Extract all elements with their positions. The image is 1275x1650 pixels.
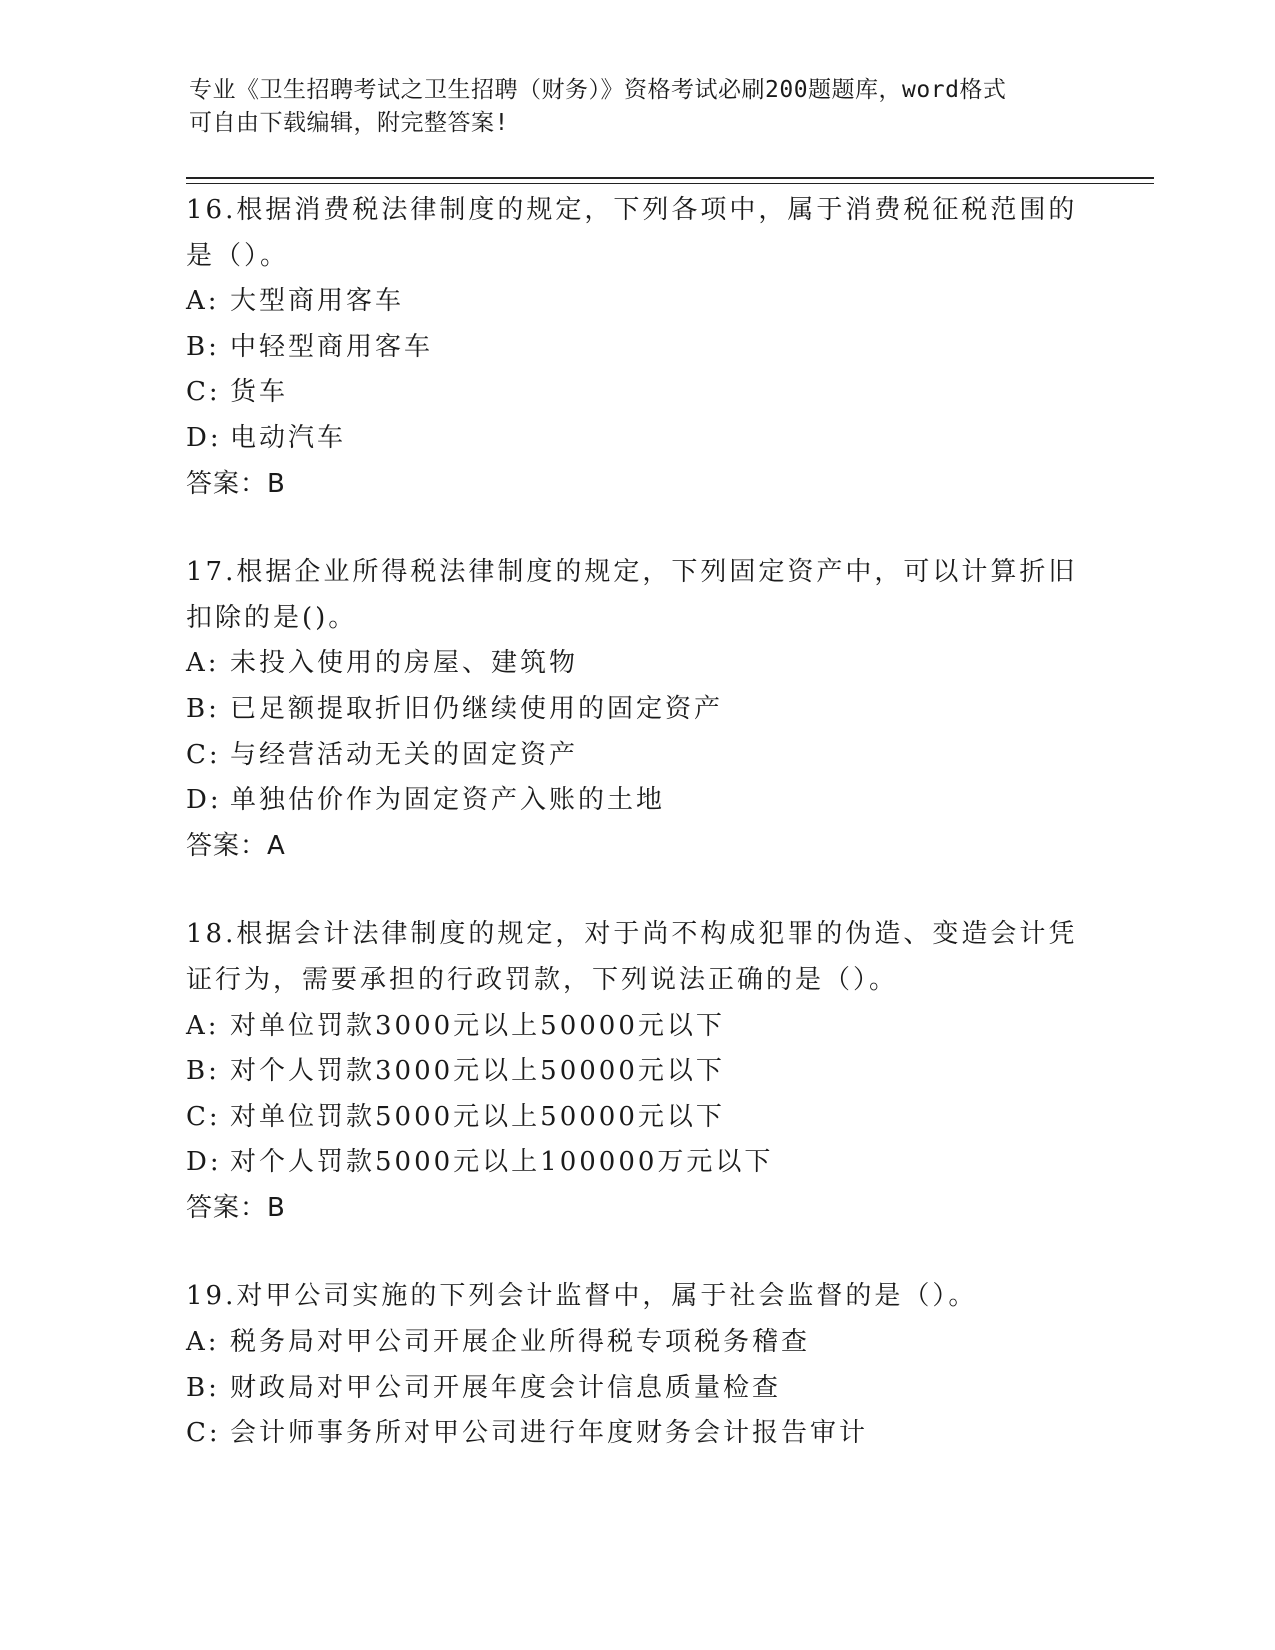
option-letter: A: <box>186 286 220 317</box>
option-a <box>186 641 1086 687</box>
option-text: 与经营活动无关的固定资产 <box>230 739 579 770</box>
option-text: 会计师事务所对甲公司进行年度财务会计报告审计 <box>230 1418 869 1449</box>
option-a <box>186 1320 1086 1366</box>
question-stem-line: 证行为，需要承担的行政罚款，下列说法正确的是（）。 <box>186 964 899 995</box>
option-b <box>186 325 1086 371</box>
option-text: 财政局对甲公司开展年度会计信息质量检查 <box>230 1372 782 1403</box>
option-c <box>186 1411 1086 1457</box>
question-18 <box>186 912 1086 1231</box>
option-d <box>186 416 1086 462</box>
option-d <box>186 778 1086 824</box>
option-text: 税务局对甲公司开展企业所得税专项税务稽查 <box>230 1327 811 1358</box>
option-c <box>186 370 1086 416</box>
option-c <box>186 733 1086 779</box>
option-d <box>186 1140 1086 1186</box>
option-text: 已足额提取折旧仍继续使用的固定资产 <box>230 693 724 724</box>
answer-line: 答案：B <box>186 1192 286 1223</box>
answer-line: 答案：A <box>186 830 286 861</box>
option-text: 大型商用客车 <box>230 286 405 317</box>
option-a <box>186 279 1086 325</box>
option-letter: A: <box>186 1010 220 1041</box>
option-letter: B: <box>186 693 220 724</box>
question-stem-line: 扣除的是()。 <box>186 602 358 633</box>
document-header <box>189 74 1089 140</box>
option-letter: A: <box>186 1327 220 1358</box>
question-17 <box>186 550 1086 869</box>
question-stem-line: 是（）。 <box>186 240 290 271</box>
option-b <box>186 687 1086 733</box>
option-letter: C: <box>186 739 221 770</box>
option-b <box>186 1366 1086 1412</box>
option-text: 电动汽车 <box>230 422 347 453</box>
question-stem-line: 18.根据会计法律制度的规定，对于尚不构成犯罪的伪造、变造会计凭 <box>186 919 1078 950</box>
question-16 <box>186 188 1086 507</box>
option-letter: C: <box>186 1418 221 1449</box>
option-b <box>186 1049 1086 1095</box>
option-letter: C: <box>186 1101 221 1132</box>
option-text: 中轻型商用客车 <box>230 331 434 362</box>
option-text: 货车 <box>230 377 289 408</box>
option-text: 单独估价作为固定资产入账的土地 <box>230 785 666 816</box>
option-letter: B: <box>186 1372 220 1403</box>
option-letter: B: <box>186 1056 220 1087</box>
option-text: 对单位罚款5000元以上50000元以下 <box>230 1101 725 1132</box>
option-text: 未投入使用的房屋、建筑物 <box>230 648 579 679</box>
option-letter: D: <box>186 785 222 816</box>
option-c <box>186 1095 1086 1141</box>
option-text: 对个人罚款5000元以上100000万元以下 <box>230 1147 774 1178</box>
option-letter: A: <box>186 648 220 679</box>
question-stem-line: 19.对甲公司实施的下列会计监督中，属于社会监督的是（）。 <box>186 1281 978 1312</box>
answer-line: 答案：B <box>186 468 286 499</box>
option-text: 对个人罚款3000元以上50000元以下 <box>230 1056 725 1087</box>
question-stem-line: 17.根据企业所得税法律制度的规定，下列固定资产中，可以计算折旧 <box>186 557 1078 588</box>
header-line-2: 可自由下载编辑，附完整答案! <box>189 110 509 136</box>
option-letter: D: <box>186 1147 222 1178</box>
option-letter: D: <box>186 422 222 453</box>
question-list <box>186 188 1086 1500</box>
header-divider-thick <box>186 177 1154 179</box>
option-text: 对单位罚款3000元以上50000元以下 <box>230 1010 725 1041</box>
question-stem-line: 16.根据消费税法律制度的规定，下列各项中，属于消费税征税范围的 <box>186 195 1078 225</box>
option-letter: B: <box>186 331 220 362</box>
question-19 <box>186 1274 1086 1456</box>
option-a <box>186 1004 1086 1050</box>
header-line-1: 专业《卫生招聘考试之卫生招聘（财务）》资格考试必刷200题题库，word格式 <box>189 77 1007 103</box>
header-divider-thin <box>186 183 1154 184</box>
option-letter: C: <box>186 377 221 408</box>
